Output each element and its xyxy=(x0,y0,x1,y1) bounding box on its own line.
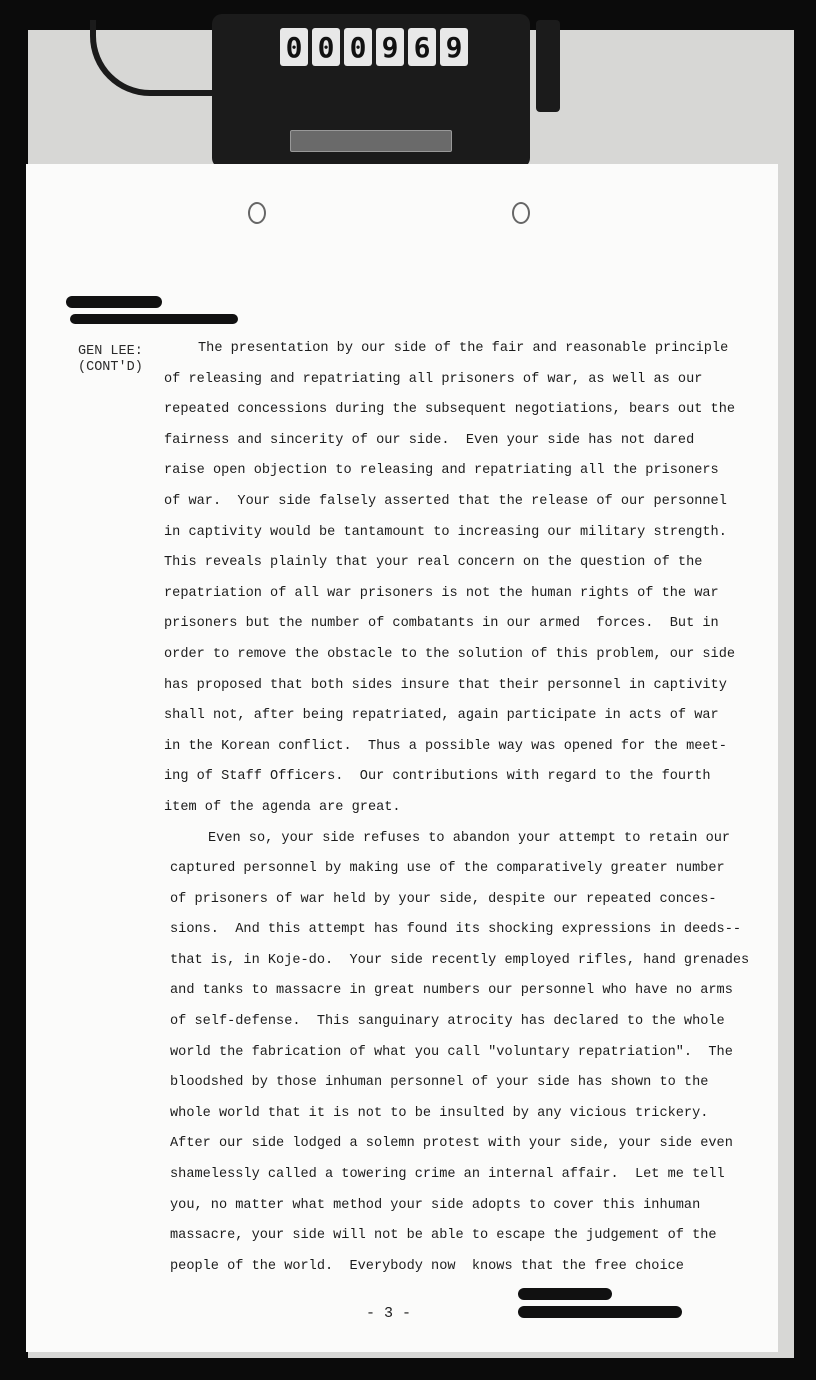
text-line: raise open objection to releasing and repatriating all the prisoners xyxy=(164,463,719,479)
text-line: you, no matter what method your side adopts to cover this inhuman xyxy=(170,1197,701,1213)
text-line: prisoners but the number of combatants in our armed forces. But in xyxy=(164,616,719,632)
text-line: of prisoners of war held by your side, despite our repeated conces- xyxy=(170,891,717,907)
speaker-name: GEN LEE: xyxy=(78,344,143,359)
text-line: bloodshed by those inhuman personnel of your side has shown to the xyxy=(170,1075,709,1091)
redaction-bar xyxy=(66,296,162,308)
counter-digit: 0 xyxy=(344,28,372,66)
text-line: shamelessly called a towering crime an internal affair. Let me tell xyxy=(170,1167,725,1183)
text-line: item of the agenda are great. xyxy=(164,799,401,815)
text-line: that is, in Koje-do. Your side recently employed rifles, hand grenades xyxy=(170,952,750,968)
text-line: After our side lodged a solemn protest with your side, your side even xyxy=(170,1136,733,1152)
counter-digit: 9 xyxy=(376,28,404,66)
punch-hole xyxy=(248,202,266,224)
page-number: - 3 - xyxy=(366,1305,412,1322)
redaction-bar xyxy=(70,314,238,324)
counter-knob xyxy=(536,20,560,112)
frame-counter xyxy=(212,14,530,168)
text-line: in the Korean conflict. Thus a possible way was opened for the meet- xyxy=(164,738,727,754)
speaker-label xyxy=(78,344,143,376)
counter-digit: 9 xyxy=(440,28,468,66)
text-line: sions. And this attempt has found its shocking expressions in deeds-- xyxy=(170,922,742,938)
text-line: repatriation of all war prisoners is not the human rights of the war xyxy=(164,585,719,601)
text-line: repeated concessions during the subsequent negotiations, bears out the xyxy=(164,402,736,418)
text-line: of war. Your side falsely asserted that the release of our personnel xyxy=(164,493,727,509)
text-line: captured personnel by making use of the comparatively greater number xyxy=(170,861,725,877)
text-line: has proposed that both sides insure that their personnel in captivity xyxy=(164,677,727,693)
text-line: and tanks to massacre in great numbers our personnel who have no arms xyxy=(170,983,733,999)
counter-digit: 0 xyxy=(280,28,308,66)
text-line: massacre, your side will not be able to escape the judgement of the xyxy=(170,1228,717,1244)
text-line: This reveals plainly that your real concern on the question of the xyxy=(164,555,703,571)
text-line: people of the world. Everybody now knows that the free choice xyxy=(170,1258,684,1274)
speaker-continued: (CONT'D) xyxy=(78,360,143,375)
text-line: shall not, after being repatriated, again participate in acts of war xyxy=(164,708,719,724)
text-line: world the fabrication of what you call "voluntary repatriation". The xyxy=(170,1044,733,1060)
text-line: order to remove the obstacle to the solution of this problem, our side xyxy=(164,646,736,662)
text-line: Even so, your side refuses to abandon your attempt to retain our xyxy=(208,830,731,846)
counter-digit: 0 xyxy=(312,28,340,66)
redaction-bar xyxy=(518,1288,612,1300)
document-page xyxy=(26,164,778,1352)
redaction-bar xyxy=(518,1306,682,1318)
counter-digit: 6 xyxy=(408,28,436,66)
text-line: in captivity would be tantamount to increasing our military strength. xyxy=(164,524,727,540)
text-line: The presentation by our side of the fair and reasonable principle xyxy=(198,341,729,356)
text-line: fairness and sincerity of our side. Even your side has not dared xyxy=(164,432,695,448)
counter-digits xyxy=(280,28,468,66)
counter-plate xyxy=(290,130,452,152)
text-line: ing of Staff Officers. Our contributions with regard to the fourth xyxy=(164,769,711,785)
text-line: of releasing and repatriating all prisoners of war, as well as our xyxy=(164,371,703,387)
text-line: whole world that it is not to be insulted by any vicious trickery. xyxy=(170,1105,709,1121)
punch-hole xyxy=(512,202,530,224)
document-body xyxy=(164,334,750,1282)
text-line: of self-defense. This sanguinary atrocity has declared to the whole xyxy=(170,1014,725,1030)
